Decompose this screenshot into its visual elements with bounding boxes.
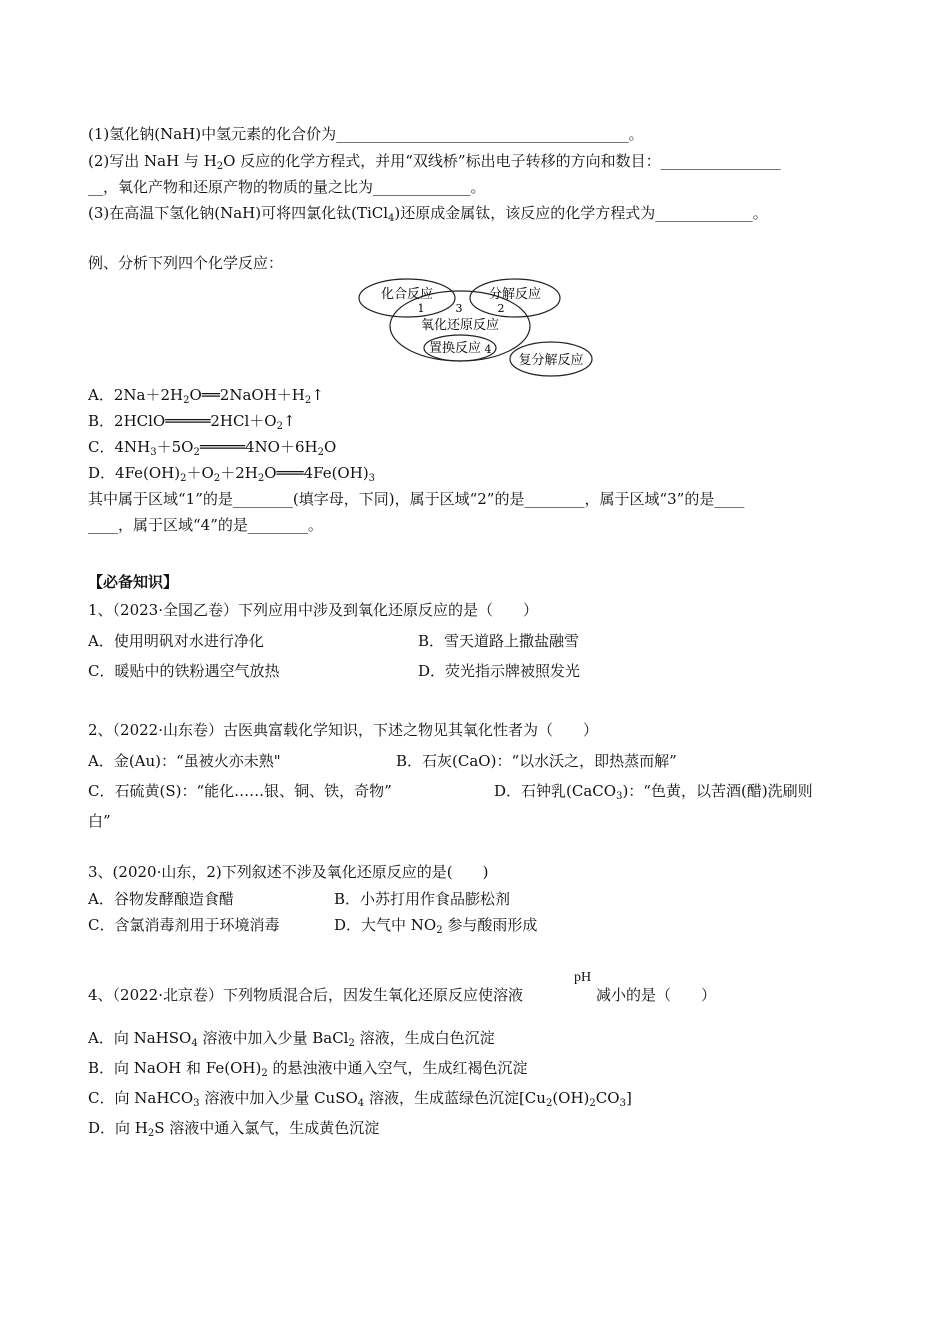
q2-stem: 2、（2022·山东卷）古医典富载化学知识，下述之物见其氧化性者为（ ） xyxy=(88,721,598,739)
q4-option-b: B．向 NaOH 和 $Fe(OH)_2$ 的悬浊液中通入空气，生成红褐色沉淀 xyxy=(88,1059,528,1079)
q2-option-b: B．石灰(CaO)：“以水沃之，即热蒸而解” xyxy=(396,752,677,770)
q1-option-b: B．雪天道路上撒盐融雪 xyxy=(418,632,580,650)
q2-option-c: C．石硫黄(S)：“能化……银、铜、铁，奇物” xyxy=(88,782,392,800)
redox-label: 氧化还原反应 xyxy=(420,318,500,333)
q4-option-d: D．向 $H_2S$ 溶液中通入氯气，生成黄色沉淀 xyxy=(88,1119,380,1139)
q2-option-a: A．金(Au)：“虽被火亦未熟" xyxy=(88,752,281,770)
nah-part1: (1)氢化钠(NaH)中氢元素的化合价为_______________________________________。 xyxy=(88,125,644,143)
example-question: 其中属于区域“1”的是________(填字母，下同)，属于区域“2”的是________，属于区域“3”的是____ xyxy=(88,490,745,508)
reaction-c: C．$4NH_3+5O_2═════4NO+6H_2O$ xyxy=(88,438,337,458)
q1-option-a: A．使用明矾对水进行净化 xyxy=(88,632,264,650)
nah-part2: (2)写出 NaH 与 $H_2O$ 反应的化学方程式，并用“双线桥”标出电子转移的方向和数目：________________ xyxy=(88,152,781,172)
q3-stem: 3、(2020·山东，2)下列叙述不涉及氧化还原反应的是( ) xyxy=(88,863,489,881)
q4-option-c: C．向 NaHCO$_3$ 溶液中加入少量 CuSO$_4$ 溶液，生成蓝绿色沉淀$[Cu_2(OH)_2CO_3]$ xyxy=(88,1089,632,1109)
region-1-label: 1 xyxy=(417,302,425,315)
region-2-label: 2 xyxy=(497,302,505,315)
q4-stem-cont: 减小的是（ ） xyxy=(596,986,717,1004)
displacement-label: 置换反应 xyxy=(428,341,482,356)
reaction-d: D．$4Fe(OH)_2+O_2+2H_2O═══4Fe(OH)_3$ xyxy=(88,464,376,484)
region-3-label: 3 xyxy=(455,302,463,315)
region-4-label: 4 xyxy=(484,343,492,356)
metathesis-label: 复分解反应 xyxy=(518,353,584,368)
q2-option-d: D．石钟乳(CaCO$_3$)：“色黄，以苦酒(醋)洗刷则 xyxy=(494,782,813,802)
combination-label: 化合反应 xyxy=(380,287,434,302)
example-intro: 例、分析下列四个化学反应： xyxy=(88,254,284,272)
q4-stem: 4、（2022·北京卷）下列物质混合后，因发生氧化还原反应使溶液 xyxy=(88,986,523,1004)
q2-option-d-cont: 白” xyxy=(88,812,111,830)
q1-option-c: C．暖贴中的铁粉遇空气放热 xyxy=(88,662,280,680)
decomposition-label: 分解反应 xyxy=(488,287,542,302)
q1-stem: 1、（2023·全国乙卷）下列应用中涉及到氧化还原反应的是（ ） xyxy=(88,601,538,619)
ph-symbol: pH xyxy=(574,970,592,985)
q3-option-c: C．含氯消毒剂用于环境消毒 xyxy=(88,916,280,934)
reaction-a: A．$2Na+2H_2O══2NaOH+H_2↑$ xyxy=(88,386,324,406)
example-question-cont: ____，属于区域“4”的是________。 xyxy=(88,516,323,534)
nah-part3: (3)在高温下氢化钠(NaH)可将四氯化钛(TiCl$_4$)还原成金属钛，该反应的化学方程式为_____________。 xyxy=(88,204,768,224)
section-heading: 【必备知识】 xyxy=(88,573,179,591)
q1-option-d: D．荧光指示牌被照发光 xyxy=(418,662,581,680)
q3-option-b: B．小苏打用作食品膨松剂 xyxy=(334,890,511,908)
q3-option-d: D．大气中 $NO_2$ 参与酸雨形成 xyxy=(334,916,538,936)
nah-part2-cont: __，氧化产物和还原产物的物质的量之比为_____________。 xyxy=(88,178,486,196)
reaction-type-venn-diagram xyxy=(352,276,612,381)
reaction-b: B．$2HClO═════2HCl+O_2↑$ xyxy=(88,412,296,432)
q3-option-a: A．谷物发酵酿造食醋 xyxy=(88,890,234,908)
q4-option-a: A．向 NaHSO$_4$ 溶液中加入少量 BaCl$_2$ 溶液，生成白色沉淀 xyxy=(88,1029,495,1049)
